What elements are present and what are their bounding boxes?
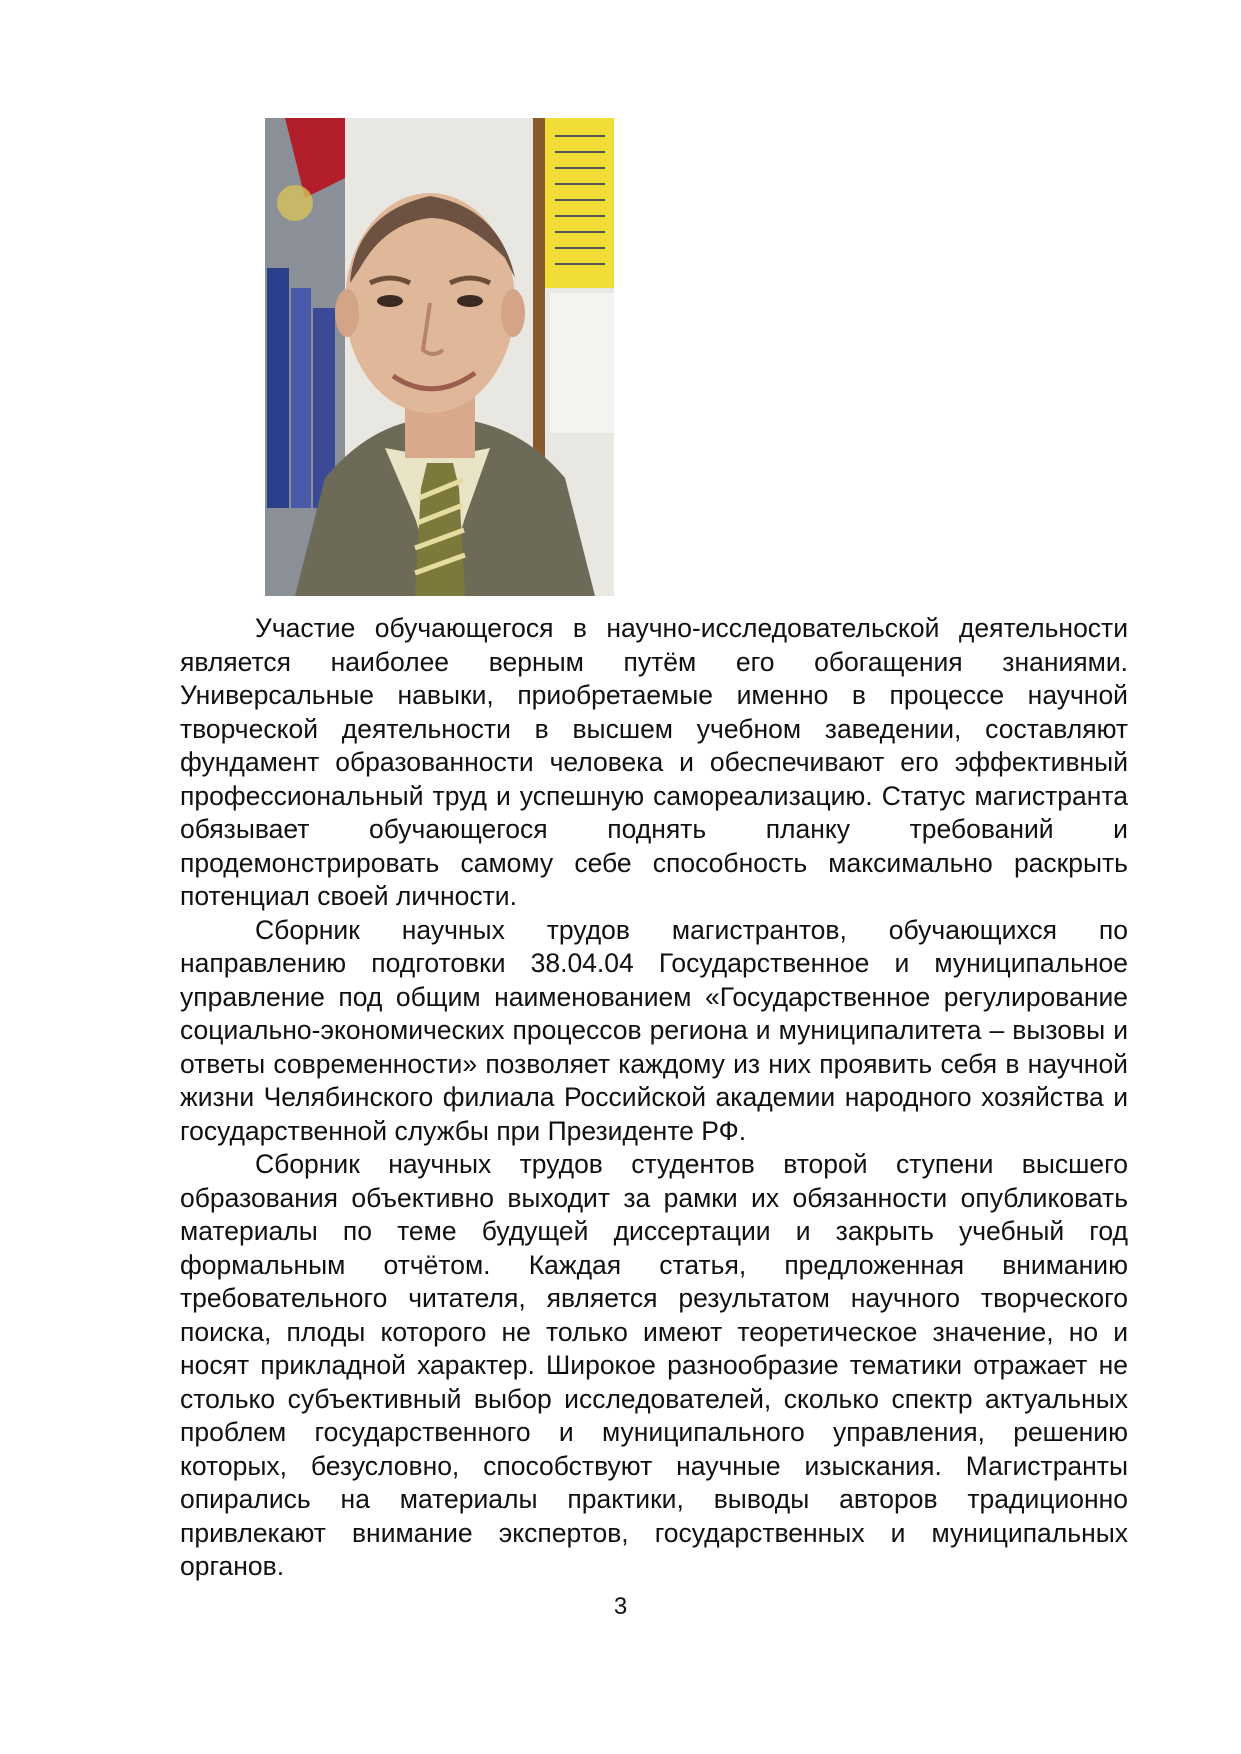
paragraph-1: Участие обучающегося в научно-исследовательской деятельности является наиболее верным путём его обогащения знаниями. Универсальные навыки, приобретаемые именно в процессе научной творческой деятельности в высшем учебном заведении, составляют фундамент образованности человека и обеспечивают его эффективный профессиональный труд и успешную самореализацию. Статус магистранта обязывает обучающегося поднять планку требований и продемонстрировать самому себе способность максимально раскрыть потенциал своей личности.: [180, 613, 1128, 911]
page-number: 3: [613, 1593, 628, 1620]
body-text: [180, 612, 1128, 1584]
paragraph-3: Сборник научных трудов студентов второй ступени высшего образования объективно выходит за рамки их обязанности опубликовать материалы по теме будущей диссертации и закрыть учебный год формальным отчётом. Каждая статья, предложенная вниманию требовательного читателя, является результатом научного творческого поиска, плоды которого не только имеют теоретическое значение, но и носят прикладной характер. Широкое разнообразие тематики отражает не столько субъективный выбор исследователей, сколько спектр актуальных проблем государственного и муниципального управления, решению которых, безусловно, способствуют научные изыскания. Магистранты опирались на материалы практики, выводы авторов традиционно привлекают внимание экспертов, государственных и муниципальных органов.: [180, 1149, 1128, 1581]
portrait-photo: [265, 118, 614, 596]
paragraph-2: Сборник научных трудов магистрантов, обучающихся по направлению подготовки 38.04.04 Государственное и муниципальное управление под общим наименованием «Государственное регулирование социально-экономических процессов региона и муниципалитета – вызовы и ответы современности» позволяет каждому из них проявить себя в научной жизни Челябинского филиала Российской академии народного хозяйства и государственной службы при Президенте РФ.: [180, 914, 1128, 1146]
